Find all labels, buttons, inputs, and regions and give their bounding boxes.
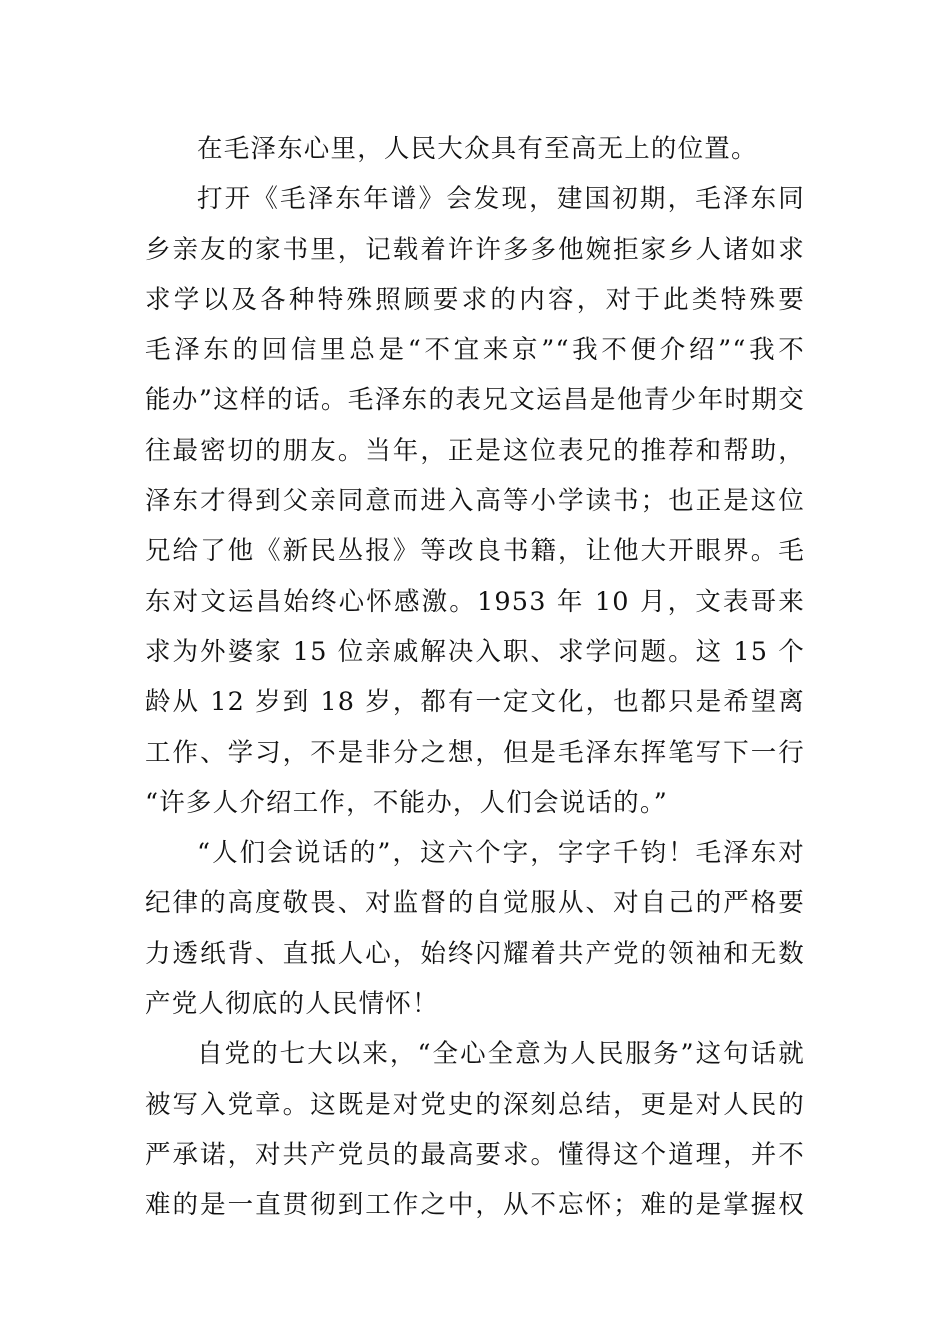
paragraph-line: 往最密切的朋友。当年，正是这位表兄的推荐和帮助， [145, 435, 805, 466]
paragraph-line: 工作、学习，不是非分之想，但是毛泽东挥笔写下一行 [145, 737, 805, 768]
paragraph-line: 求为外婆家 15 位亲戚解决入职、求学问题。这 15 个 [145, 636, 805, 667]
paragraph-line: 力透纸背、直抵人心，始终闪耀着共产党的领袖和无数 [145, 938, 805, 969]
paragraph-line: 自党的七大以来，“全心全意为人民服务”这句话就 [197, 1039, 805, 1070]
paragraph-line: 纪律的高度敬畏、对监督的自觉服从、对自己的严格要 [145, 888, 805, 919]
paragraph-line: 打开《毛泽东年谱》会发现，建国初期，毛泽东同 [197, 184, 805, 215]
paragraph-line: 泽东才得到父亲同意而进入高等小学读书；也正是这位 [145, 486, 805, 517]
paragraph-line: 在毛泽东心里，人民大众具有至高无上的位置。 [197, 134, 758, 164]
paragraph-line: 东对文运昌始终心怀感激。1953 年 10 月，文表哥来 [145, 586, 805, 617]
paragraph-line: “人们会说话的”，这六个字，字字千钧！毛泽东对 [197, 838, 805, 869]
paragraph-line: 产党人彻底的人民情怀！ [145, 989, 439, 1020]
paragraph-line: 严承诺，对共产党员的最高要求。懂得这个道理，并不 [145, 1139, 805, 1170]
paragraph-line: “许多人介绍工作，不能办，人们会说话的。” [145, 787, 669, 818]
paragraph-line: 毛泽东的回信里总是“不宜来京”“我不便介绍”“我不 [145, 335, 805, 366]
document-body [145, 124, 805, 1231]
paragraph-line: 乡亲友的家书里，记载着许许多多他婉拒家乡人诸如求 [145, 234, 805, 265]
paragraph-line: 兄给了他《新民丛报》等改良书籍，让他大开眼界。毛 [145, 536, 805, 567]
paragraph-line: 被写入党章。这既是对党史的深刻总结，更是对人民的 [145, 1089, 805, 1120]
paragraph-line: 龄从 12 岁到 18 岁，都有一定文化，也都只是希望离 [145, 687, 805, 718]
paragraph-line: 能办”这样的话。毛泽东的表兄文运昌是他青少年时期交 [145, 385, 805, 416]
paragraph-line: 难的是一直贯彻到工作之中，从不忘怀；难的是掌握权 [145, 1190, 805, 1221]
paragraph-line: 求学以及各种特殊照顾要求的内容，对于此类特殊要 [145, 284, 805, 315]
